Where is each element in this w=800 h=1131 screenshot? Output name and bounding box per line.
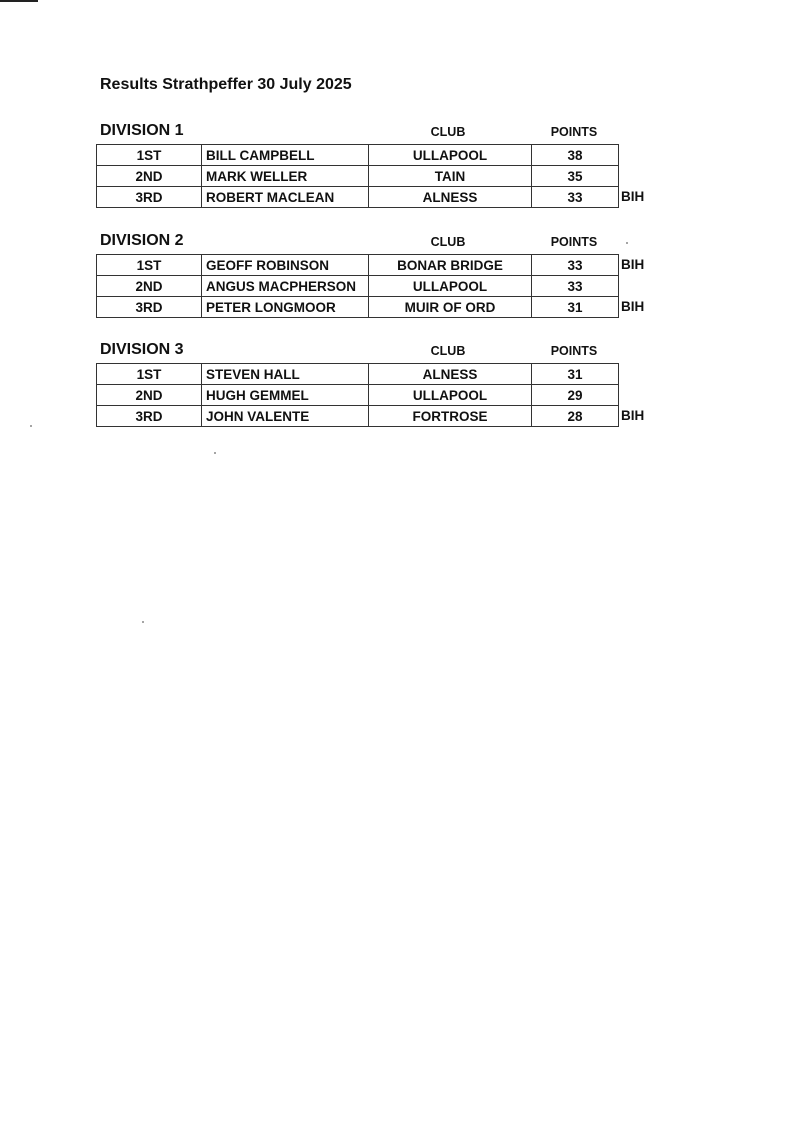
place-cell: 2ND	[97, 276, 202, 297]
competitor-name-cell: JOHN VALENTE	[202, 406, 369, 427]
competitor-name-cell: ANGUS MACPHERSON	[202, 276, 369, 297]
division-1-section	[96, 122, 656, 208]
points-cell: 29	[532, 385, 619, 406]
club-cell: FORTROSE	[369, 406, 532, 427]
place-cell: 3RD	[97, 406, 202, 427]
competitor-name-cell: PETER LONGMOOR	[202, 297, 369, 318]
table-row	[97, 364, 619, 385]
scan-dust-speck	[30, 425, 32, 427]
place-cell: 3RD	[97, 297, 202, 318]
points-column-header: POINTS	[550, 125, 598, 139]
points-cell: 31	[532, 297, 619, 318]
club-column-header: CLUB	[430, 344, 466, 358]
club-cell: ULLAPOOL	[369, 145, 532, 166]
row-note: BIH	[621, 189, 645, 204]
competitor-name-cell: STEVEN HALL	[202, 364, 369, 385]
points-cell: 38	[532, 145, 619, 166]
division-header	[96, 122, 656, 144]
place-cell: 1ST	[97, 255, 202, 276]
scan-edge-mark	[0, 0, 38, 2]
table-row	[97, 297, 619, 318]
competitor-name-cell: ROBERT MACLEAN	[202, 187, 369, 208]
table-row	[97, 166, 619, 187]
place-cell: 2ND	[97, 166, 202, 187]
points-cell: 28	[532, 406, 619, 427]
club-column-header: CLUB	[430, 125, 466, 139]
table-row	[97, 276, 619, 297]
points-cell: 33	[532, 276, 619, 297]
club-column-header: CLUB	[430, 235, 466, 249]
results-table-wrapper	[96, 254, 656, 318]
results-table-wrapper	[96, 144, 656, 208]
results-table	[96, 254, 619, 318]
results-table	[96, 363, 619, 427]
place-cell: 1ST	[97, 145, 202, 166]
results-table-wrapper	[96, 363, 656, 427]
points-cell: 33	[532, 187, 619, 208]
points-column-header: POINTS	[550, 235, 598, 249]
club-cell: ALNESS	[369, 364, 532, 385]
scan-dust-speck	[214, 452, 216, 454]
competitor-name-cell: MARK WELLER	[202, 166, 369, 187]
points-cell: 33	[532, 255, 619, 276]
competitor-name-cell: BILL CAMPBELL	[202, 145, 369, 166]
competitor-name-cell: HUGH GEMMEL	[202, 385, 369, 406]
points-column-header: POINTS	[550, 344, 598, 358]
division-2-section	[96, 232, 656, 318]
club-cell: ALNESS	[369, 187, 532, 208]
competitor-name-cell: GEOFF ROBINSON	[202, 255, 369, 276]
division-title: DIVISION 2	[100, 232, 184, 249]
results-table	[96, 144, 619, 208]
table-row	[97, 406, 619, 427]
club-cell: ULLAPOOL	[369, 276, 532, 297]
page-title: Results Strathpeffer 30 July 2025	[100, 76, 352, 93]
row-note: BIH	[621, 408, 645, 423]
row-note: BIH	[621, 299, 645, 314]
table-row	[97, 187, 619, 208]
points-cell: 31	[532, 364, 619, 385]
division-title: DIVISION 1	[100, 122, 184, 139]
place-cell: 2ND	[97, 385, 202, 406]
club-cell: TAIN	[369, 166, 532, 187]
club-cell: MUIR OF ORD	[369, 297, 532, 318]
division-header	[96, 341, 656, 363]
table-row	[97, 145, 619, 166]
division-header	[96, 232, 656, 254]
table-row	[97, 385, 619, 406]
place-cell: 1ST	[97, 364, 202, 385]
scan-dust-speck	[142, 621, 144, 623]
division-title: DIVISION 3	[100, 341, 184, 358]
row-note: BIH	[621, 257, 645, 272]
club-cell: BONAR BRIDGE	[369, 255, 532, 276]
points-cell: 35	[532, 166, 619, 187]
club-cell: ULLAPOOL	[369, 385, 532, 406]
place-cell: 3RD	[97, 187, 202, 208]
division-3-section	[96, 341, 656, 427]
table-row	[97, 255, 619, 276]
